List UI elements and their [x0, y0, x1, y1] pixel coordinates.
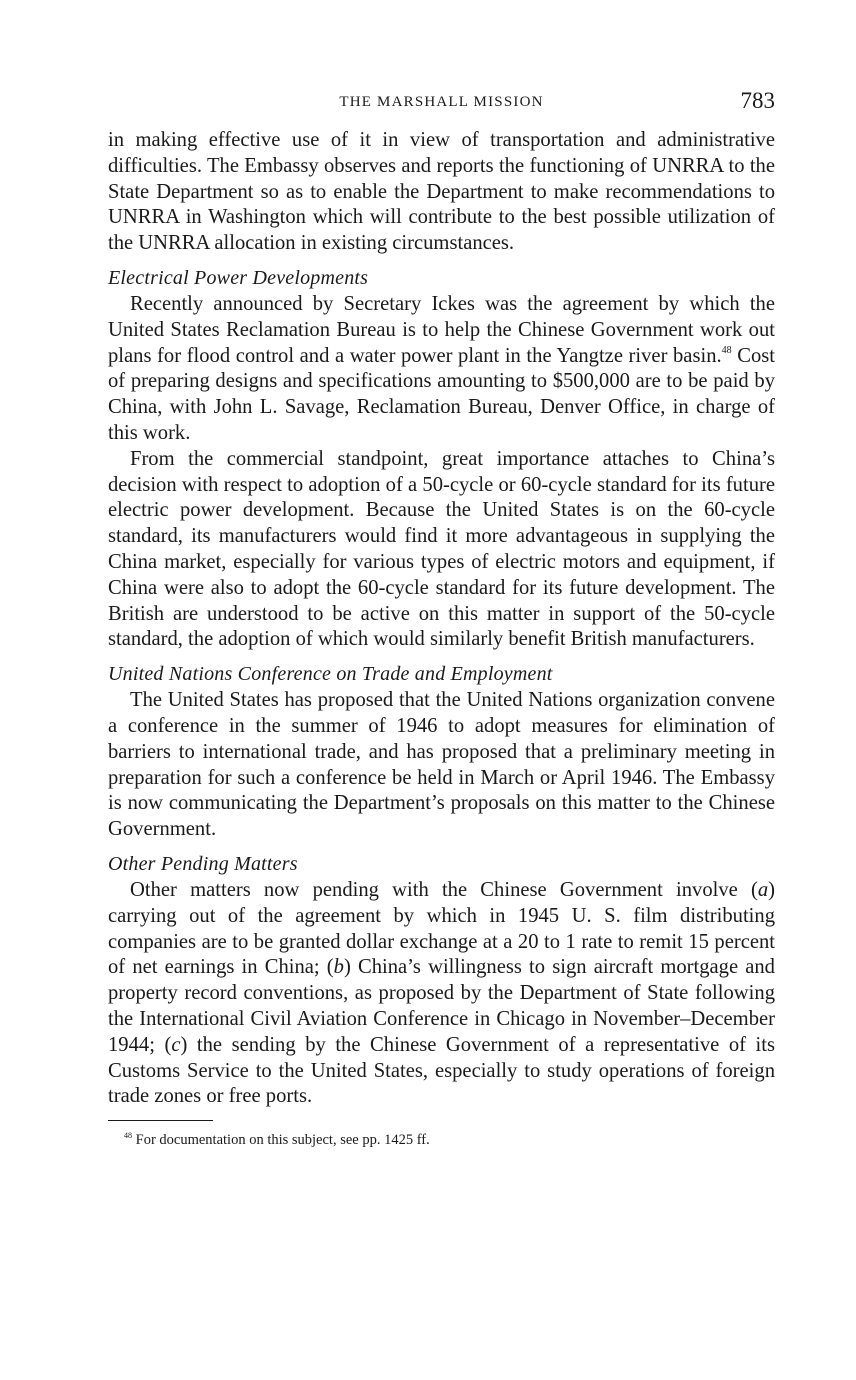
- list-letter: a: [757, 878, 769, 901]
- paragraph-reclamation-bureau: [108, 292, 775, 447]
- body-text: [108, 128, 775, 1110]
- heading-other-pending: Other Pending Matters: [108, 852, 298, 875]
- running-head: [108, 88, 775, 122]
- page-number: 783: [740, 88, 775, 113]
- heading-electrical-power: Electrical Power Developments: [108, 266, 369, 289]
- running-title: THE MARSHALL MISSION: [339, 94, 544, 110]
- document-page: [108, 88, 775, 1149]
- paragraph-text: ) the sending by the Chinese Government of a representative of its Customs Service to the United States, especially to study operations of foreign trade zones or free ports.: [108, 1033, 775, 1108]
- paragraph-text: Recently announced by Secretary Ickes was the agreement by which the United States Reclamation Bureau is to help the Chinese Government work out plans for flood control and a water power plant in the Yangtze river basin.: [108, 292, 775, 367]
- paragraph-cycle-standard: From the commercial standpoint, great importance attaches to China’s decision with respect to adoption of a 50-cycle or 60-cycle standard for its future electric power development. Because the United States is on the 60-cycle standard, its manufacturers would find it more advantageous in supplying the China market, especially for various types of electric motors and equipment, if China were also to adopt the 60-cycle standard for its future development. The British are understood to be active on this matter in support of the 50-cycle standard, the adoption of which would similarly benefit British manufacturers.: [108, 447, 775, 651]
- paragraph-trade-conference: The United States has proposed that the United Nations organization convene a conference in the summer of 1946 to adopt measures for elimination of barriers to international trade, and has proposed that a preliminary meeting in preparation for such a conference be held in March or April 1946. The Embassy is now communicating the Department’s proposals on this matter to the Chinese Government.: [108, 689, 775, 841]
- paragraph-text: ) China’s willingness to sign aircraft mortgage and property record conventions, as proposed by the Department of State following the International Civil Aviation Conference in Chicago in November–December 1944; (: [108, 956, 775, 1056]
- footnote-marker: 48: [124, 1131, 132, 1141]
- paragraph-other-matters: [108, 878, 775, 1110]
- footnote: [108, 1131, 775, 1149]
- heading-un-conference: United Nations Conference on Trade and Employment: [108, 663, 553, 686]
- paragraph-text: Other matters now pending with the Chinese Government involve (: [130, 878, 758, 901]
- footnote-text: For documentation on this subject, see pp. 1425 ff.: [132, 1132, 430, 1149]
- paragraph-unrra-continued: in making effective use of it in view of transportation and administrative difficulties. The Embassy observes and reports the functioning of UNRRA to the State Department so as to enable the Department to make recommendations to UNRRA in Washington which will contribute to the best possible utilization of the UNRRA allocation in existing circumstances.: [108, 129, 775, 255]
- paragraph-text: Cost of preparing designs and specifications amounting to $500,000 are to be paid by China, with John L. Savage, Reclamation Bureau, Denver Office, in charge of this work.: [108, 344, 775, 444]
- paragraph-text: ) carrying out of the agreement by which in 1945 U. S. film distributing companies are to be granted dollar exchange at a 20 to 1 rate to remit 15 percent of net earnings in China; (: [108, 878, 775, 979]
- footnote-reference: 48: [721, 344, 732, 356]
- footnote-divider: [108, 1120, 213, 1121]
- list-letter: b: [333, 956, 344, 979]
- list-letter: c: [171, 1033, 181, 1056]
